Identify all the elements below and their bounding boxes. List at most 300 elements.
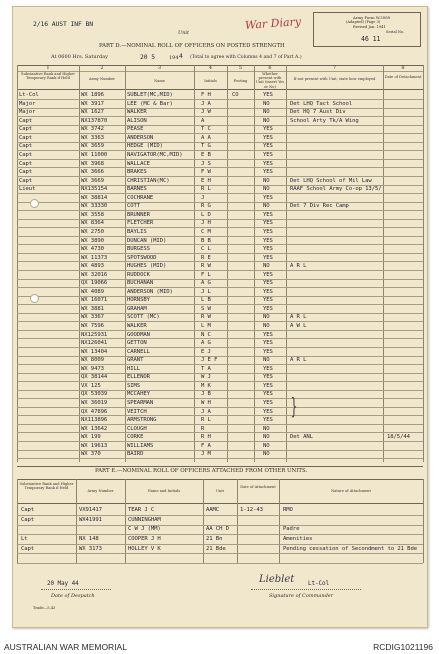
cell-present: NO xyxy=(263,117,270,124)
cell-initials: F A xyxy=(201,442,211,449)
cell-name: GOODMAN xyxy=(127,331,150,338)
cell-present: YES xyxy=(263,134,273,141)
cell-name: MCCAHEY xyxy=(127,391,150,398)
cell-initials: N C xyxy=(201,331,211,338)
unit-label: Unit xyxy=(178,30,190,36)
cell-army-number: WX 33330 xyxy=(81,203,108,210)
cell-initials: F H xyxy=(201,92,211,99)
cell-initials: R L xyxy=(201,417,211,424)
cell-army-number: WX 19613 xyxy=(81,442,108,449)
cell-present: NO xyxy=(263,203,270,210)
colhead-name: Name xyxy=(154,79,165,83)
table-row xyxy=(13,236,427,245)
cell-rank: Capt xyxy=(19,143,33,150)
cell-present: YES xyxy=(263,297,273,304)
cell-rank: Lieut xyxy=(19,186,36,193)
cell-rank: Capt xyxy=(19,160,33,167)
cell-name: SUBLET(MC,MID) xyxy=(127,92,173,99)
cell-employment: RAAF School Army Co-op 13/5/ xyxy=(290,186,382,193)
serial-number: 46 11 xyxy=(361,35,381,43)
cell-name: COTT xyxy=(127,203,141,210)
table-row xyxy=(13,228,427,237)
table-row xyxy=(13,433,427,442)
cell-army-number: WX 3666 xyxy=(81,169,104,176)
cell-initials: E B xyxy=(201,152,211,159)
cell-rank: Capt xyxy=(19,134,33,141)
table-row xyxy=(13,134,427,143)
cell-present: YES xyxy=(263,237,273,244)
cell-initials: J xyxy=(201,194,205,201)
cell-name: LEE (MC & Bar) xyxy=(127,100,173,107)
cell-present: YES xyxy=(263,126,273,133)
cell-rank: Major xyxy=(19,109,36,116)
cell-army-number: WX 3659 xyxy=(81,143,104,150)
cell-rank: Lt-Col xyxy=(19,92,39,99)
table-row xyxy=(13,525,427,534)
cell-initials: C M xyxy=(201,228,211,235)
cell-present: YES xyxy=(263,340,273,347)
cell-initials: L M xyxy=(201,323,211,330)
cell-present: NO xyxy=(263,451,270,458)
cell-initials: R W xyxy=(201,314,211,321)
cell-army-number: WX 16071 xyxy=(81,297,108,304)
cell-present: YES xyxy=(263,417,273,424)
cell-initials: C L xyxy=(201,246,211,253)
cell-present: NO xyxy=(263,425,270,432)
cell-present: YES xyxy=(263,365,273,372)
cell-name: NAVIGATOR(MC,MID) xyxy=(127,152,183,159)
cell-present: NO xyxy=(263,186,270,193)
cell-army-number: WX 3968 xyxy=(81,160,104,167)
cell-army-number: NX 148 xyxy=(79,535,99,542)
colhead-rank: Substantive Rank and Higher Temporary Rank if Held xyxy=(21,72,75,81)
cell-present: NO xyxy=(263,100,270,107)
table-row xyxy=(13,382,427,391)
table-row xyxy=(13,450,427,459)
cell-present: YES xyxy=(263,391,273,398)
table-row xyxy=(13,356,427,365)
colhead-detachment-date: Date of Detachment xyxy=(384,75,422,79)
colnum-4: 4 xyxy=(208,65,213,71)
cell-name: WALKER xyxy=(127,109,147,116)
cell-army-number: VX91417 xyxy=(79,507,102,514)
cell-name: ANDERSON xyxy=(127,134,154,141)
cell-rank: Capt xyxy=(21,516,35,523)
cell-present: NO xyxy=(263,263,270,270)
table-row xyxy=(13,416,427,425)
table-row xyxy=(13,442,427,451)
cell-rank: Major xyxy=(19,100,36,107)
cell-army-number: VX 125 xyxy=(81,382,101,389)
cell-army-number: WX 13404 xyxy=(81,348,108,355)
army-form-note2: Revised Jan. 1941 xyxy=(353,25,386,29)
part-d-title: PART D.—NOMINAL ROLL OF OFFICERS ON POSTED STRENGTH xyxy=(99,43,285,49)
cell-initials: J A xyxy=(201,408,211,415)
cell-army-number: WX 7596 xyxy=(81,323,104,330)
cell-name: GRANT xyxy=(127,357,144,364)
cell-initials: R H xyxy=(201,434,211,441)
cell-army-number: WX 370 xyxy=(81,451,101,458)
table-row xyxy=(13,279,427,288)
cell-name: HOLLEY V K xyxy=(128,545,161,552)
cell-army-number: WX41991 xyxy=(79,516,102,523)
cell-initials: R L xyxy=(201,186,211,193)
cell-name: BRUNNER xyxy=(127,211,150,218)
cell-present: YES xyxy=(263,348,273,355)
at-hrs-label: At 0600 Hrs. Saturday xyxy=(51,54,108,60)
cell-name: GETTON xyxy=(127,340,147,347)
table-row xyxy=(13,253,427,262)
cell-initials: W H xyxy=(201,399,211,406)
cell-employment: Det LHQ Tact School xyxy=(290,100,353,107)
cell-army-number: WX 4089 xyxy=(81,288,104,295)
table-row xyxy=(13,390,427,399)
cell-present: YES xyxy=(263,211,273,218)
punch-hole-lower xyxy=(30,294,39,303)
cell-present: YES xyxy=(263,280,273,287)
cell-name: WALKER xyxy=(127,323,147,330)
printer-mark: Trade—5,43 xyxy=(33,606,56,610)
year-suffix: 4 xyxy=(179,52,183,60)
table-row xyxy=(13,407,427,416)
colnum-2: 2 xyxy=(100,65,104,71)
commander-rank: Lt-Col xyxy=(308,580,330,587)
part-e-header-rule xyxy=(17,503,423,504)
e-colhead-rank: Substantive Rank and Higher Temporary Rank if Held xyxy=(19,482,74,491)
table-row xyxy=(13,535,427,544)
cell-name: COOPER J H xyxy=(128,535,161,542)
cell-army-number: QX 53039 xyxy=(81,391,108,398)
cell-name: WILLIAMS xyxy=(127,442,154,449)
cell-army-number: QX 38144 xyxy=(81,374,108,381)
cell-present: YES xyxy=(263,152,273,159)
row-rule xyxy=(17,458,423,459)
table-row xyxy=(13,296,427,305)
year-prefix: 194 xyxy=(169,55,179,61)
punch-hole-upper xyxy=(30,199,39,208)
cell-initials: B B xyxy=(201,237,211,244)
cell-rank: Capt xyxy=(19,169,33,176)
table-row xyxy=(13,91,427,100)
cell-initials: W J xyxy=(201,374,211,381)
cell-name: CUNNINGHAM xyxy=(128,516,161,523)
table-row xyxy=(13,100,427,109)
cell-name: BURGESS xyxy=(127,246,150,253)
table-row xyxy=(13,117,427,126)
cell-name: SPOTSWOOD xyxy=(127,254,157,261)
table-row xyxy=(13,108,427,117)
cell-name: HORNSBY xyxy=(127,297,150,304)
cell-initials: J S xyxy=(201,160,211,167)
table-row xyxy=(13,365,427,374)
cell-name: CORKE xyxy=(127,434,144,441)
cell-army-number: WX 199 xyxy=(81,434,101,441)
cell-initials: F L xyxy=(201,271,211,278)
signature-label: Signature of Commander xyxy=(269,593,334,599)
e-colhead-nature: Nature of Attachment xyxy=(331,489,371,493)
cell-army-number: WX 3363 xyxy=(81,134,104,141)
cell-rank: Capt xyxy=(21,545,35,552)
cell-name: CLOUGH xyxy=(127,425,147,432)
part-e-header-rule-top xyxy=(17,479,423,480)
colhead-present: Whether present with Unit (insert Yes or No) xyxy=(255,72,285,89)
cell-present: YES xyxy=(263,331,273,338)
commander-signature: Lieblet xyxy=(259,574,295,585)
cell-employment: School Arty Tk/A Wing xyxy=(290,117,359,124)
cell-army-number: WX 8009 xyxy=(81,357,104,364)
cell-name: HEDGE (MID) xyxy=(127,143,163,150)
colhead-initials: Initials xyxy=(204,79,217,83)
cell-present: NO xyxy=(263,323,270,330)
dispatch-label: Date of Despatch xyxy=(51,593,95,599)
e-colhead-unit: Unit xyxy=(216,489,224,493)
cell-present: NO xyxy=(263,177,270,184)
table-row xyxy=(13,339,427,348)
cell-present: NO xyxy=(263,109,270,116)
header-bottom-rule xyxy=(17,89,423,90)
cell-army-number: WX 9473 xyxy=(81,365,104,372)
archive-source: AUSTRALIAN WAR MEMORIAL xyxy=(4,642,127,652)
cell-employment: A R L xyxy=(290,314,307,321)
cell-name: RUDDOCK xyxy=(127,271,150,278)
cell-name: ALISON xyxy=(127,117,147,124)
cell-name: SPEARMAN xyxy=(127,399,154,406)
cell-initials: E H xyxy=(201,177,211,184)
cell-employment: A W L xyxy=(290,323,307,330)
table-row xyxy=(13,194,427,203)
cell-name: WALLACE xyxy=(127,160,150,167)
cell-present: YES xyxy=(263,228,273,235)
cell-present: NO xyxy=(263,434,270,441)
cell-name: TEAR J C xyxy=(128,507,155,514)
cell-army-number: WX 4730 xyxy=(81,246,104,253)
cell-initials: R W xyxy=(201,263,211,270)
table-row xyxy=(13,288,427,297)
cell-army-number: NX113896 xyxy=(81,417,108,424)
colnum-7: 7 xyxy=(332,65,337,71)
cell-army-number: WX 1896 xyxy=(81,92,104,99)
cell-army-number: WX 4893 xyxy=(81,263,104,270)
cell-employment: A R L xyxy=(290,263,307,270)
table-row xyxy=(13,544,427,553)
cell-initials: J M xyxy=(201,451,211,458)
table-row xyxy=(13,373,427,382)
cell-present: YES xyxy=(263,254,273,261)
colnum-3: 3 xyxy=(157,65,162,71)
cell-present: YES xyxy=(263,92,273,99)
cell-army-number: WX 38814 xyxy=(81,194,108,201)
cell-rank: Capt xyxy=(19,152,33,159)
cell-name: BAIRD xyxy=(127,451,144,458)
table-row xyxy=(13,151,427,160)
cell-initials: T A xyxy=(201,365,211,372)
cell-army-number: WX 3890 xyxy=(81,237,104,244)
cell-name: HILL xyxy=(127,365,141,372)
cell-army-number: WX 3881 xyxy=(81,305,104,312)
table-row xyxy=(13,219,427,228)
cell-present: YES xyxy=(263,246,273,253)
part-e-top-rule xyxy=(17,466,423,467)
cell-name: SIMS xyxy=(127,382,141,389)
table-row xyxy=(13,330,427,339)
cell-name: ANDERSON (MID) xyxy=(127,288,173,295)
table-row xyxy=(13,305,427,314)
roll-date: 20 5 xyxy=(140,53,155,61)
e-colhead-date: Date of Attachment xyxy=(240,485,276,489)
cell-army-number: WX 2750 xyxy=(81,228,104,235)
cell-name: GRAHAM xyxy=(127,305,147,312)
cell-initials: J E F xyxy=(201,357,218,364)
cell-detachment-date: 18/5/44 xyxy=(387,434,410,441)
cell-army-number: WX 1627 xyxy=(81,109,104,116)
cell-name: CARNELL xyxy=(127,348,150,355)
cell-name: BARNES xyxy=(127,186,147,193)
cell-army-number: WX 13642 xyxy=(81,425,108,432)
cell-name: BRAKES xyxy=(127,169,147,176)
cell-army-number: QX 19066 xyxy=(81,280,108,287)
table-row xyxy=(13,399,427,408)
cell-name: DUNCAN (MID) xyxy=(127,237,167,244)
cell-employment: Det HQ 7 Aust Div xyxy=(290,109,346,116)
cell-army-number: NX137870 xyxy=(81,117,108,124)
table-row xyxy=(13,202,427,211)
table-row xyxy=(13,245,427,254)
e-colhead-number: Army Number xyxy=(87,489,114,493)
cell-name: FLETCHER xyxy=(127,220,154,227)
cell-nature: RMO xyxy=(283,507,293,514)
archive-footer xyxy=(0,640,439,654)
cell-army-number: WX 8364 xyxy=(81,220,104,227)
cell-initials: T C xyxy=(201,126,211,133)
cell-employment: Det 7 Div Rec Camp xyxy=(290,203,349,210)
table-row xyxy=(13,185,427,194)
war-diary-stamp: War Diary xyxy=(244,15,302,32)
cell-initials: F W xyxy=(201,169,211,176)
cell-present: NO xyxy=(263,442,270,449)
cell-unit: 21 Bde xyxy=(206,545,226,552)
cell-rank: Lt xyxy=(21,535,28,542)
cell-initials: R xyxy=(201,425,205,432)
cell-name: VEITCH xyxy=(127,408,147,415)
cell-army-number: NX125931 xyxy=(81,331,108,338)
colnum-5: 5 xyxy=(238,65,243,71)
unit-name: 2/16 AUST INF BN xyxy=(33,20,93,28)
colnum-8: 8 xyxy=(401,65,405,71)
colnum-1: 1 xyxy=(46,65,50,71)
cell-employment: Det ANL xyxy=(290,434,313,441)
table-row xyxy=(13,159,427,168)
cell-present: YES xyxy=(263,271,273,278)
cell-posting: CO xyxy=(232,92,239,99)
cell-army-number: WX 36019 xyxy=(81,399,108,406)
cell-army-number: WX 3173 xyxy=(79,545,102,552)
table-row xyxy=(13,125,427,134)
cell-initials: J W xyxy=(201,109,211,116)
cell-present: YES xyxy=(263,305,273,312)
cell-initials: J H xyxy=(201,220,211,227)
table-row xyxy=(13,177,427,186)
cell-rank: Capt xyxy=(19,177,33,184)
cell-attach-date: 1-12-43 xyxy=(240,507,263,514)
table-row xyxy=(13,506,427,515)
cell-initials: M K xyxy=(201,382,211,389)
table-row xyxy=(13,322,427,331)
part-e-bottom-rule xyxy=(17,563,423,564)
cell-employment: A R L xyxy=(290,357,307,364)
army-form-note1: (Adapted) (Page 3) xyxy=(346,20,381,24)
cell-nature: Pending cessation of Secondment to 21 Bde xyxy=(283,545,417,552)
colhead-army-number: Army Number xyxy=(89,77,115,81)
colhead-posting: Posting xyxy=(233,79,248,83)
cell-initials: A A xyxy=(201,134,211,141)
cell-present: NO xyxy=(263,314,270,321)
cell-name: BUCHANAN xyxy=(127,280,154,287)
cell-rank: Capt xyxy=(19,117,33,124)
table-row xyxy=(13,271,427,280)
cell-army-number: WX 3669 xyxy=(81,177,104,184)
serial-label: Serial No. xyxy=(386,30,405,34)
cell-initials: E J xyxy=(201,348,211,355)
cell-name: COCHRANE xyxy=(127,194,154,201)
cell-employment: Det LHQ School of Mil Law xyxy=(290,177,372,184)
table-row xyxy=(13,424,427,433)
cell-present: YES xyxy=(263,399,273,406)
cell-present: YES xyxy=(263,160,273,167)
document-page xyxy=(12,6,428,628)
cell-name: BAYLIS xyxy=(127,228,147,235)
cell-unit: AAMC xyxy=(206,507,220,514)
cell-unit: 21 Bn xyxy=(206,535,223,542)
cell-name: CHRISTIAN(MC) xyxy=(127,177,170,184)
table-row xyxy=(13,516,427,525)
cell-name: PEASE xyxy=(127,126,144,133)
cell-present: YES xyxy=(263,194,273,201)
row-rule xyxy=(17,553,423,554)
cell-name: HUGHES (MID) xyxy=(127,263,167,270)
table-row xyxy=(13,262,427,271)
cell-army-number: NX126041 xyxy=(81,340,108,347)
cell-initials: A G xyxy=(201,340,211,347)
table-row xyxy=(13,142,427,151)
signature-rule xyxy=(251,589,361,590)
cell-initials: S W xyxy=(201,305,211,312)
cell-initials: J B xyxy=(201,391,211,398)
e-colhead-name: Name and Initials xyxy=(147,489,181,493)
cell-initials: J A xyxy=(201,100,211,107)
cell-initials: J L xyxy=(201,288,211,295)
cell-unit: AA CH D xyxy=(206,526,229,533)
table-row xyxy=(13,211,427,220)
cell-initials: T G xyxy=(201,143,211,150)
cell-initials: A G xyxy=(201,280,211,287)
cell-army-number: WX 3917 xyxy=(81,100,104,107)
dispatch-rule xyxy=(41,589,111,590)
archive-id: RCDIG1021196 xyxy=(373,642,433,652)
cell-present: YES xyxy=(263,382,273,389)
cell-army-number: WX 3367 xyxy=(81,314,104,321)
colhead-employed: If not present with Unit, state how employed xyxy=(293,77,376,81)
cell-initials: R G xyxy=(201,203,211,210)
table-row xyxy=(13,313,427,322)
cell-army-number: WX 11373 xyxy=(81,254,108,261)
cell-present: YES xyxy=(263,220,273,227)
cell-nature: Padre xyxy=(283,526,300,533)
cell-name: SCOTT (MC) xyxy=(127,314,160,321)
cell-present: YES xyxy=(263,408,273,415)
cell-nature: Amenities xyxy=(283,535,313,542)
table-row xyxy=(13,348,427,357)
cell-army-number: WX 32016 xyxy=(81,271,108,278)
